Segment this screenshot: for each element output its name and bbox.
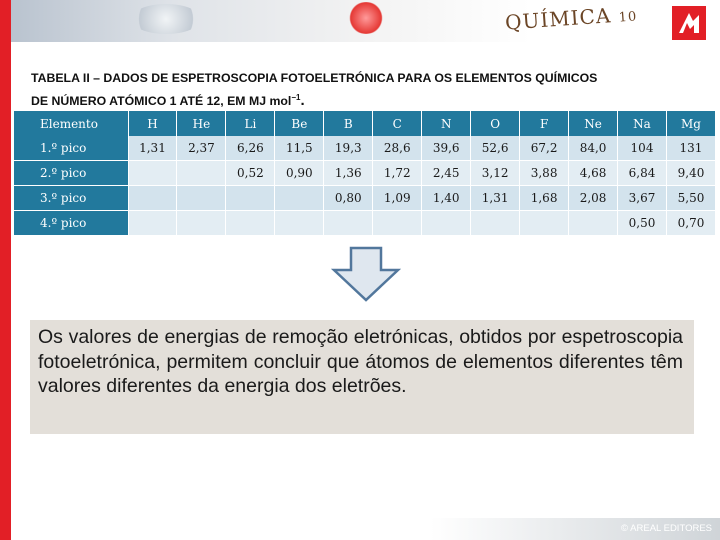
column-header: Be	[275, 111, 324, 136]
table-cell: 2,45	[422, 161, 471, 186]
conclusion-text: Os valores de energias de remoção eletrónicas, obtidos por espetroscopia fotoeletrónica, permitem concluir que átomos de elementos diferentes têm valores diferentes da energia dos eletrões.	[38, 326, 683, 397]
table-cell	[177, 186, 226, 211]
table-cell: 6,26	[226, 136, 275, 161]
column-header: F	[520, 111, 569, 136]
row-label: 4.º pico	[14, 211, 128, 236]
table-row	[14, 211, 716, 236]
table-cell: 11,5	[275, 136, 324, 161]
publisher-credit: © AREAL EDITORES	[621, 523, 712, 534]
table-cell	[324, 211, 373, 236]
row-label: 2.º pico	[14, 161, 128, 186]
table-cell: 1,40	[422, 186, 471, 211]
table-title-line1: TABELA II – DADOS DE ESPETROSCOPIA FOTOELETRÓNICA PARA OS ELEMENTOS QUÍMICOS	[31, 71, 598, 85]
table-cell	[128, 211, 177, 236]
table-cell: 3,12	[471, 161, 520, 186]
table-cell: 6,84	[618, 161, 667, 186]
column-header: Mg	[666, 111, 715, 136]
table-cell: 1,31	[471, 186, 520, 211]
column-header: Ne	[569, 111, 618, 136]
title-end: .	[300, 92, 305, 110]
brand-text: QUÍMICA	[504, 3, 613, 35]
table-cell: 3,88	[520, 161, 569, 186]
table-cell: 84,0	[569, 136, 618, 161]
table-cell: 0,70	[666, 211, 715, 236]
table-cell: 4,68	[569, 161, 618, 186]
table-title	[31, 69, 691, 111]
table-title-line2: DE NÚMERO ATÓMICO 1 ATÉ 12, EM MJ mol	[31, 94, 292, 109]
table-cell	[422, 211, 471, 236]
table-cell: 19,3	[324, 136, 373, 161]
molecule-decoration	[131, 4, 201, 34]
areal-logo-icon	[672, 6, 706, 40]
left-accent-bar	[0, 0, 11, 540]
table-header-row	[14, 111, 716, 136]
table-cell	[520, 211, 569, 236]
table-cell	[275, 186, 324, 211]
table-cell: 2,08	[569, 186, 618, 211]
column-header: H	[128, 111, 177, 136]
table-cell: 39,6	[422, 136, 471, 161]
column-header: Na	[618, 111, 667, 136]
table-cell: 131	[666, 136, 715, 161]
table-cell: 28,6	[373, 136, 422, 161]
table-cell	[177, 161, 226, 186]
row-label: 1.º pico	[14, 136, 128, 161]
pes-data-table	[14, 111, 716, 236]
table-cell	[226, 186, 275, 211]
table-cell: 1,36	[324, 161, 373, 186]
table-row	[14, 161, 716, 186]
table-cell: 52,6	[471, 136, 520, 161]
unit-exponent: −1	[291, 93, 301, 102]
table-row	[14, 136, 716, 161]
column-header: B	[324, 111, 373, 136]
table-cell: 0,52	[226, 161, 275, 186]
table-cell: 104	[618, 136, 667, 161]
conclusion-box	[30, 320, 694, 434]
table-cell	[275, 211, 324, 236]
table-cell: 1,68	[520, 186, 569, 211]
brand-number: 10	[618, 9, 638, 26]
table-cell	[226, 211, 275, 236]
column-header: O	[471, 111, 520, 136]
column-header: N	[422, 111, 471, 136]
table-cell	[128, 186, 177, 211]
column-header: Elemento	[14, 111, 128, 136]
row-label: 3.º pico	[14, 186, 128, 211]
column-header: Li	[226, 111, 275, 136]
flask-decoration	[346, 2, 386, 34]
table-cell	[373, 211, 422, 236]
table-cell: 2,37	[177, 136, 226, 161]
column-header: C	[373, 111, 422, 136]
table-cell	[569, 211, 618, 236]
table-cell: 9,40	[666, 161, 715, 186]
table-cell: 0,80	[324, 186, 373, 211]
table-cell	[128, 161, 177, 186]
table-cell: 0,50	[618, 211, 667, 236]
table-cell: 5,50	[666, 186, 715, 211]
table-cell: 3,67	[618, 186, 667, 211]
table-cell: 1,72	[373, 161, 422, 186]
table-cell	[471, 211, 520, 236]
logo-glyph	[672, 6, 706, 40]
down-arrow-icon	[331, 246, 401, 307]
table-cell: 67,2	[520, 136, 569, 161]
table-cell: 1,31	[128, 136, 177, 161]
table-row	[14, 186, 716, 211]
table-cell	[177, 211, 226, 236]
column-header: He	[177, 111, 226, 136]
table-cell: 1,09	[373, 186, 422, 211]
table-cell: 0,90	[275, 161, 324, 186]
